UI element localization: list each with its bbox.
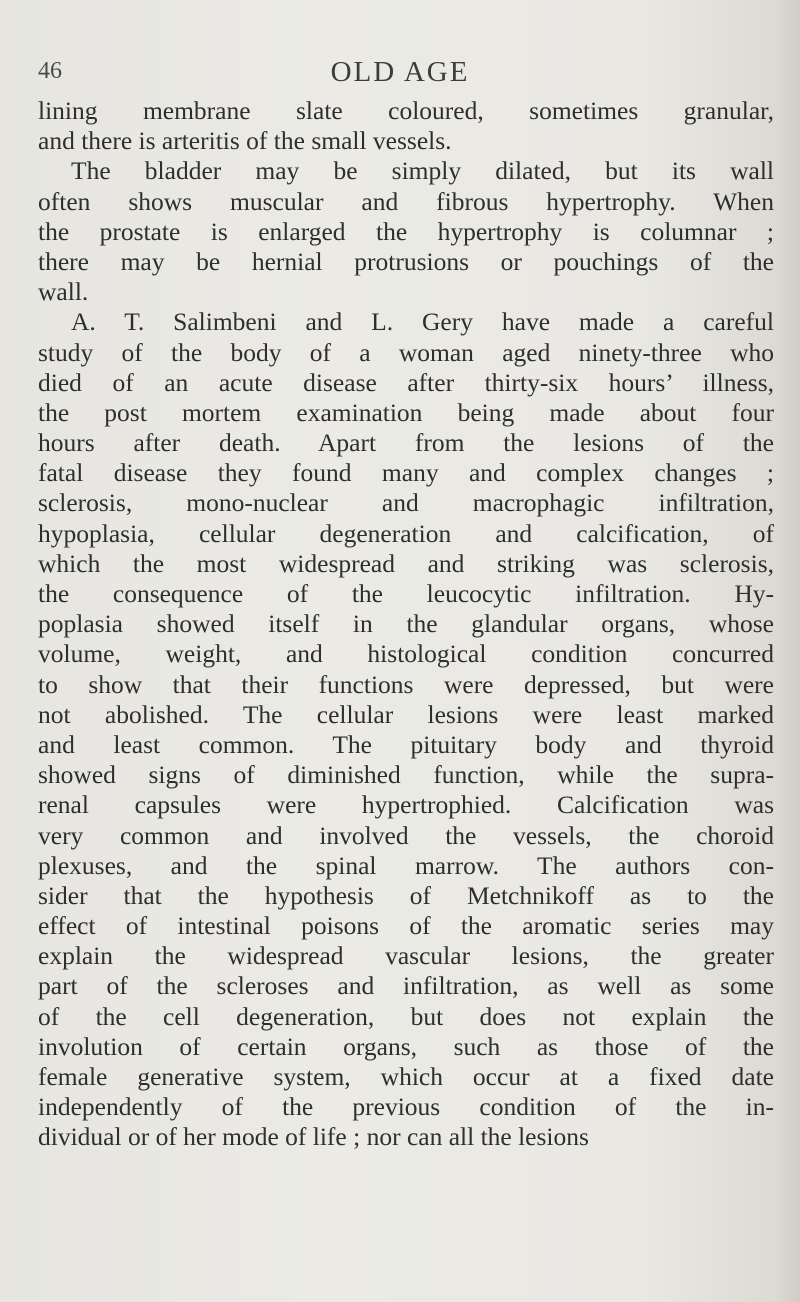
text-line: often shows muscular and fibrous hypertrophy. When xyxy=(38,186,774,216)
text-line: very common and involved the vessels, the choroid xyxy=(38,820,774,850)
page-number: 46 xyxy=(38,58,62,84)
text-line: hours after death. Apart from the lesions of the xyxy=(38,428,774,458)
text-line: there may be hernial protrusions or pouchings of the xyxy=(38,246,774,276)
running-title: OLD AGE xyxy=(330,56,470,88)
text-line: and least common. The pituitary body and thyroid xyxy=(38,729,774,759)
text-line: dividual or of her mode of life ; nor can all the lesions xyxy=(38,1122,589,1152)
text-line: sider that the hypothesis of Metchnikoff as to the xyxy=(38,880,774,910)
text-line: the post mortem examination being made about four xyxy=(38,397,774,427)
text-line: independently of the previous condition of the in- xyxy=(38,1092,774,1122)
text-line: study of the body of a woman aged ninety-three who xyxy=(38,337,774,367)
text-line: renal capsules were hypertrophied. Calcification was xyxy=(38,790,774,820)
text-line: not abolished. The cellular lesions were least marked xyxy=(38,699,774,729)
text-line: A. T. Salimbeni and L. Gery have made a careful xyxy=(71,307,774,337)
text-line: of the cell degeneration, but does not explain the xyxy=(38,1001,774,1031)
text-line: The bladder may be simply dilated, but its wall xyxy=(71,156,774,186)
text-line: sclerosis, mono-nuclear and macrophagic infiltration, xyxy=(38,488,774,518)
text-line: female generative system, which occur at a fixed date xyxy=(38,1062,774,1091)
text-line: plexuses, and the spinal marrow. The authors con- xyxy=(38,850,774,880)
text-line: died of an acute disease after thirty-six hours’ illness, xyxy=(38,367,774,397)
text-line: lining membrane slate coloured, sometimes granular, xyxy=(38,96,774,125)
text-line: which the most widespread and striking was sclerosis, xyxy=(38,548,774,578)
text-line: showed signs of diminished function, while the supra- xyxy=(38,760,774,790)
text-line: explain the widespread vascular lesions, the greater xyxy=(38,941,774,971)
text-line: effect of intestinal poisons of the aromatic series may xyxy=(38,911,774,941)
body-text xyxy=(38,96,774,1153)
text-line: wall. xyxy=(38,277,89,307)
text-line: to show that their functions were depressed, but were xyxy=(38,669,774,699)
text-line: fatal disease they found many and complex changes ; xyxy=(38,458,774,488)
text-line: hypoplasia, cellular degeneration and calcification, of xyxy=(38,518,774,548)
text-line: poplasia showed itself in the glandular organs, whose xyxy=(38,609,774,639)
text-line: part of the scleroses and infiltration, as well as some xyxy=(38,971,774,1001)
text-line: the consequence of the leucocytic infiltration. Hy- xyxy=(38,579,774,608)
text-line: the prostate is enlarged the hypertrophy is columnar ; xyxy=(38,216,774,246)
text-line: and there is arteritis of the small vessels. xyxy=(38,126,452,156)
text-line: volume, weight, and histological condition concurred xyxy=(38,639,774,669)
text-line: involution of certain organs, such as those of the xyxy=(38,1031,774,1061)
